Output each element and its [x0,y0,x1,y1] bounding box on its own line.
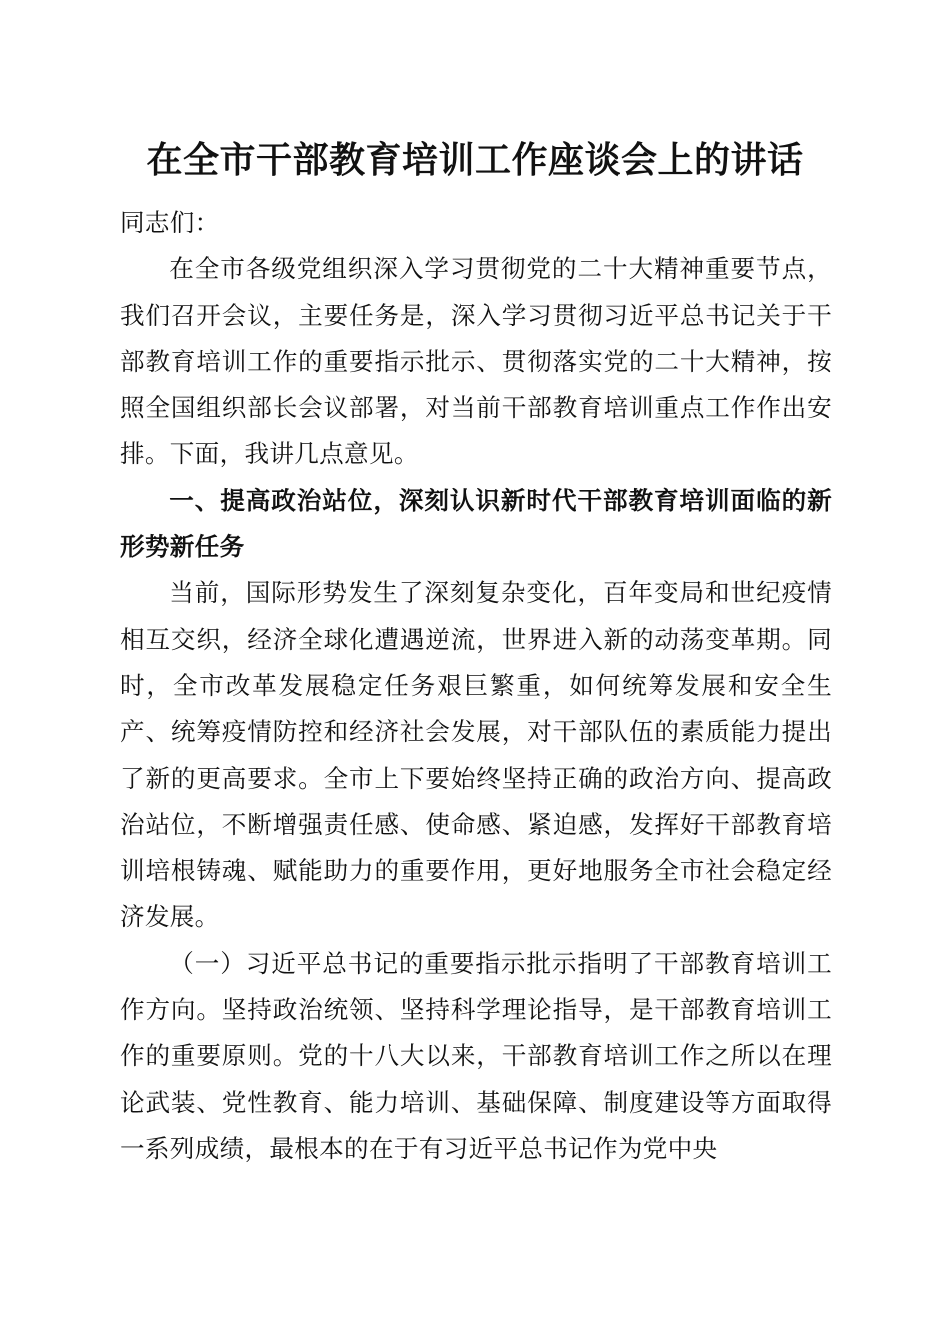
paragraph-subsection-1: （一）习近平总书记的重要指示批示指明了干部教育培训工作方向。坚持政治统领、坚持科学理论指导，是干部教育培训工作的重要原则。党的十八大以来，干部教育培训工作之所以在理论武装、党性教育、能力培训、基础保障、制度建设等方面取得一系列成绩，最根本的在于有习近平总书记作为党中央 [120,948,832,1163]
salutation: 同志们： [120,208,220,237]
paragraph-situation: 当前，国际形势发生了深刻复杂变化，百年变局和世纪疫情相互交织，经济全球化遭遇逆流，世界进入新的动荡变革期。同时，全市改革发展稳定任务艰巨繁重，如何统筹发展和安全生产、统筹疫情防控和经济社会发展，对干部队伍的素质能力提出了新的更高要求。全市上下要始终坚持正确的政治方向、提高政治站位，不断增强责任感、使命感、紧迫感，发挥好干部教育培训培根铸魂、赋能助力的重要作用，更好地服务全市社会稳定经济发展。 [120,578,832,932]
paragraph-intro: 在全市各级党组织深入学习贯彻党的二十大精神重要节点，我们召开会议，主要任务是，深入学习贯彻习近平总书记关于干部教育培训工作的重要指示批示、贯彻落实党的二十大精神，按照全国组织部长会议部署，对当前干部教育培训重点工作作出安排。下面，我讲几点意见。 [120,254,832,469]
document-body [120,200,832,1172]
document-title: 在全市干部教育培训工作座谈会上的讲话 [146,139,804,181]
section-heading-1: 一、提高政治站位，深刻认识新时代干部教育培训面临的新形势新任务 [120,485,832,562]
